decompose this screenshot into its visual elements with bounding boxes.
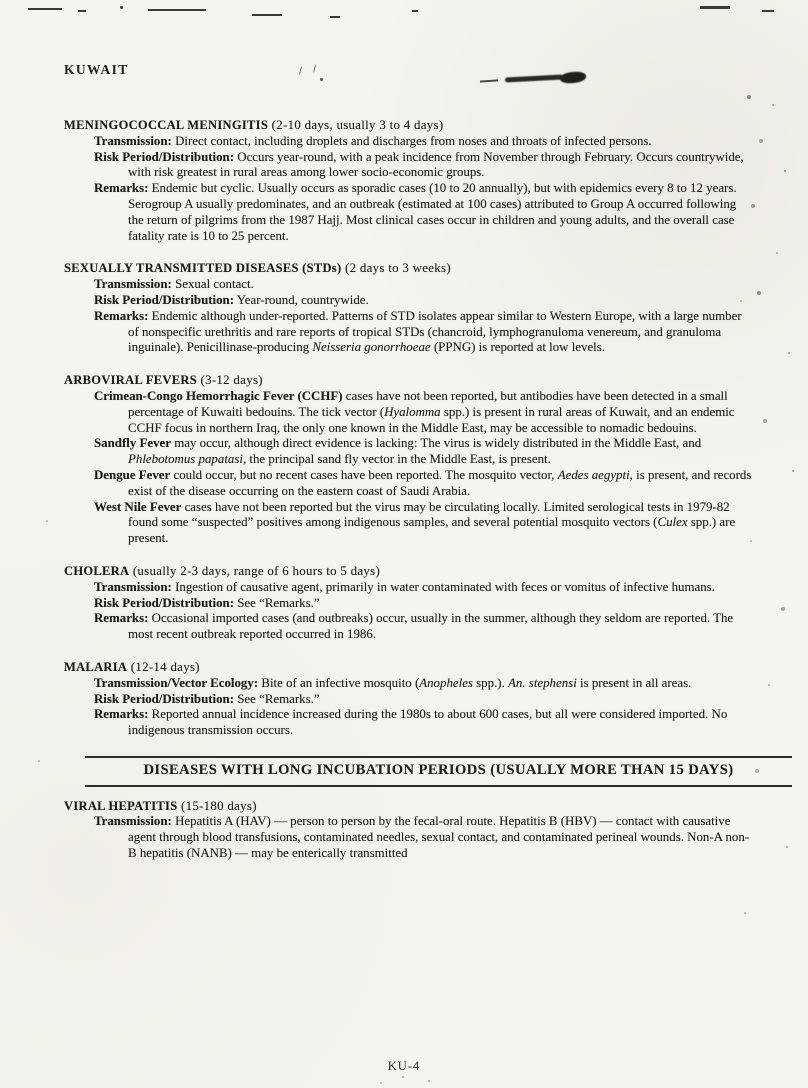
entry-text: could occur, but no recent cases have been reported. The mosquito vector, Aedes aegypti, is present, and records exist of the disease occurring on the eastern coast of Saudi Arabia. [128,467,752,498]
scan-artifact [313,64,317,73]
scan-artifact [762,10,774,12]
scan-artifact [252,14,282,16]
page-title: KUWAIT [64,62,129,77]
section-heading [64,799,752,815]
entry-text: Occurs year-round, with a peak incidence from November through February. Occurs countrywide, with risk greatest in rural areas among lower socio-economic groups. [128,149,744,180]
section-entry [64,389,752,436]
entry-label: Remarks: [94,707,149,722]
section-entry [64,707,752,739]
section-qualifier: (2-10 days, usually 3 to 4 days) [271,118,444,132]
entry-text: Year-round, countrywide. [236,292,369,307]
banner-text: DISEASES WITH LONG INCUBATION PERIODS (USUALLY MORE THAN 15 DAYS) [143,761,734,778]
section-heading [64,373,752,389]
section-heading [64,564,752,580]
disease-section [64,118,752,244]
section-qualifier: (2 days to 3 weeks) [344,261,451,276]
section-name: MALARIA [64,659,128,674]
entry-text: Sexual contact. [175,277,254,292]
entry-text: See “Remarks.” [237,595,320,610]
scan-artifact [559,71,586,85]
scan-speckles [0,0,2,2]
entry-label: Transmission: [94,133,172,148]
entry-text: Ingestion of causative agent, primarily in water contaminated with feces or vomitus of infective humans. [175,579,715,594]
entry-label: Remarks: [94,308,149,323]
entry-label: Sandfly Fever [94,436,171,451]
entry-label: Transmission: [94,814,172,829]
disease-section [64,261,752,356]
scan-artifact [120,6,123,9]
scan-artifact [299,66,303,75]
entry-label: Transmission: [94,277,172,292]
section-qualifier: (12-14 days) [130,659,200,674]
incubation-banner [85,756,792,787]
entry-text: Occasional imported cases (and outbreaks) occur, usually in the summer, although they seldom are reported. The most recent outbreak reported occurred in 1986. [128,611,734,642]
section-entry [64,309,752,356]
section-entry [64,134,752,150]
section-entry [64,676,752,692]
entry-label: Transmission/Vector Ecology: [94,675,259,690]
entry-label: Risk Period/Distribution: [94,691,235,706]
section-qualifier: (3-12 days) [200,373,263,388]
section-name: VIRAL HEPATITIS [64,798,178,813]
scan-artifact [78,10,86,12]
entry-text: Endemic but cyclic. Usually occurs as sporadic cases (10 to 20 annually), but with epidemics every 8 to 12 years. Serogroup A usually predominates, and an outbreak (estimated at 100 cases) attributed to Group A occurred following the return of pilgrims from the 1987 Hajj. Most clinical cases occur in children and young adults, and the overall case fatality rate is 10 to 25 percent. [128,181,737,243]
section-entry [64,814,752,861]
section-name: CHOLERA [64,563,130,578]
section-entry [64,692,752,708]
disease-section [64,564,752,643]
scan-artifact [505,74,563,82]
entry-text: may occur, although direct evidence is lacking: The virus is widely distributed in the Middle East, and Phlebotomus papatasi, the principal sand fly vector in the Middle East, is present. [128,436,702,467]
scan-artifact [28,8,62,10]
entry-label: Transmission: [94,579,172,594]
section-entry [64,293,752,309]
section-qualifier: (15-180 days) [180,798,257,813]
entry-text: Bite of an infective mosquito (Anopheles spp.). An. stephensi is present in all areas. [261,675,692,690]
entry-text: cases have not been reported but the virus may be circulating locally. Limited serological tests in 1979-82 found some “suspected” positives among indigenous samples, and several potential mosquito vectors (Culex spp.) are present. [128,499,736,546]
entry-text: Direct contact, including droplets and discharges from noses and throats of infected persons. [175,133,652,148]
section-name: MENINGOCOCCAL MENINGITIS [64,118,269,132]
entry-label: Risk Period/Distribution: [94,292,235,307]
scan-artifact [320,78,323,81]
section-entry [64,611,752,643]
section-entry [64,436,752,468]
section-qualifier: (usually 2-3 days, range of 6 hours to 5 days) [132,563,381,578]
section-entry [64,181,752,244]
section-entry [64,580,752,596]
scan-artifact [330,16,340,18]
entry-text: See “Remarks.” [237,691,320,706]
section-entry [64,468,752,500]
entry-label: Risk Period/Distribution: [94,595,235,610]
section-name: ARBOVIRAL FEVERS [64,373,197,388]
section-name: SEXUALLY TRANSMITTED DISEASES (STDs) [64,261,342,276]
entry-label: Remarks: [94,611,149,626]
entry-label: Risk Period/Distribution: [94,149,235,164]
entry-text: Reported annual incidence increased during the 1980s to about 600 cases, but all were considered imported. No indigenous transmission occurs. [128,707,728,738]
section-heading [64,660,752,676]
page-number: KU-4 [387,1059,421,1073]
entry-label: Remarks: [94,181,149,196]
disease-section [64,799,752,862]
disease-section [64,373,752,547]
section-entry [64,277,752,293]
scan-artifact [148,9,206,11]
scan-artifact [412,10,418,12]
section-heading [64,118,752,134]
entry-text: Endemic although under-reported. Patterns of STD isolates appear similar to Western Europe, with a large number of nonspecific urethritis and rare reports of tropical STDs (chancroid, lymphogranuloma venereum, and granuloma inguinale). Penicillinase-producing Neisseria gonorrhoeae (PPNG) is reported at low levels. [128,308,742,355]
disease-section [64,660,752,739]
entry-text: Hepatitis A (HAV) — person to person by the fecal-oral route. Hepatitis B (HBV) — contact with causative agent through blood transfusions, contaminated needles, sexual contact, and contaminated perineal wounds. Non-A non-B hepatitis (NANB) — may be enterically transmitted [128,814,750,861]
scan-artifact [480,79,498,82]
section-entry [64,500,752,547]
entry-text: cases have not been reported, but antibodies have been detected in a small percentage of Kuwaiti bedouins. The tick vector (Hyalomma spp.) is present in rural areas of Kuwait, and an endemic CCHF focus in northern Iraq, the only one known in the Middle East, may be accessible to nomadic bedouins. [128,388,735,435]
scan-artifact [700,6,730,9]
entry-label: West Nile Fever [94,499,182,514]
entry-label: Crimean-Congo Hemorrhagic Fever (CCHF) [94,388,343,403]
section-heading [64,261,752,277]
document-body [64,118,752,879]
section-entry [64,150,752,182]
entry-label: Dengue Fever [94,467,171,482]
section-entry [64,596,752,612]
